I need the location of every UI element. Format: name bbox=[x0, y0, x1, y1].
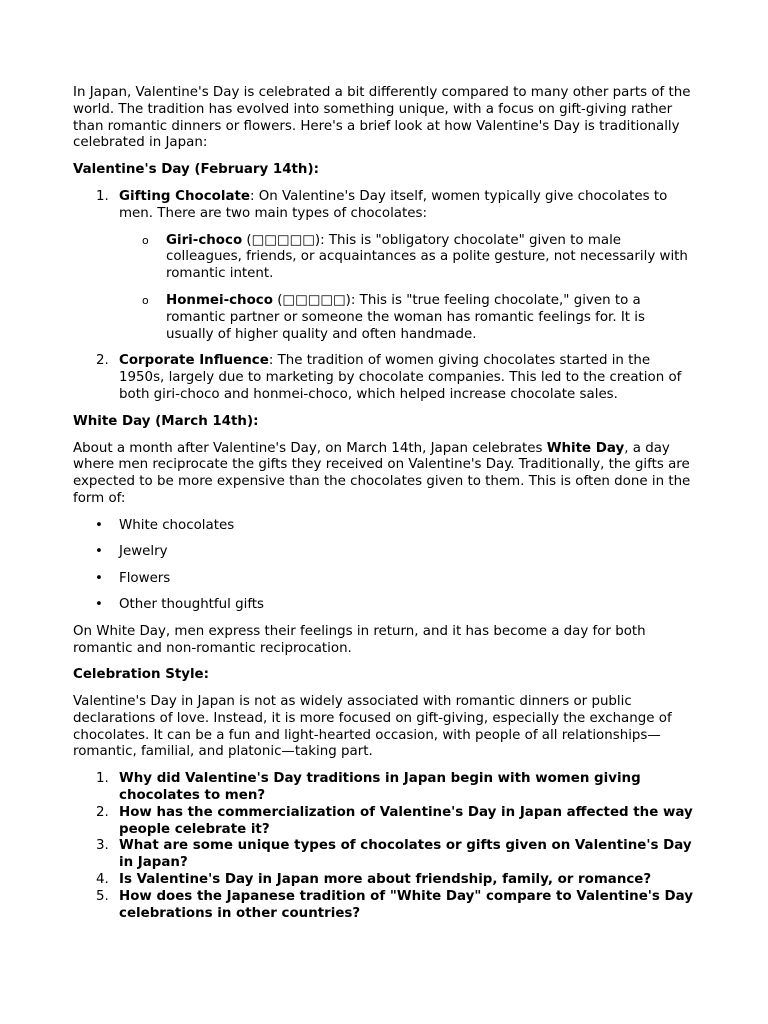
item-text: Other thoughtful gifts bbox=[119, 596, 265, 612]
item-text: Jewelry bbox=[119, 544, 168, 560]
list-number: 1. bbox=[96, 771, 109, 787]
item-title: Giri-choco bbox=[166, 232, 243, 248]
list-number: 4. bbox=[96, 872, 109, 888]
item-text: : The tradition of women giving chocolates started in the 1950s, largely due to marketing by chocolate companies. This led to the creation of both giri-choco and honmei-choco, which helped increase chocolate sales. bbox=[119, 353, 682, 402]
para-bold-text: White Day bbox=[546, 440, 625, 456]
list-item bbox=[73, 805, 696, 839]
item-title: Gifting Chocolate bbox=[119, 188, 250, 204]
item-text: : On Valentine's Day itself, women typically give chocolates to men. There are two main types of chocolates: bbox=[119, 188, 668, 221]
question-text: How does the Japanese tradition of "White Day" compare to Valentine's Day celebrations in other countries? bbox=[119, 888, 693, 921]
circle-bullet-icon: o bbox=[142, 233, 149, 247]
list-number: 5. bbox=[96, 888, 109, 904]
celebration-heading: Celebration Style: bbox=[73, 667, 209, 683]
question-text: Is Valentine's Day in Japan more about friendship, family, or romance? bbox=[119, 872, 652, 888]
list-number: 2. bbox=[96, 353, 109, 369]
gifts-list bbox=[73, 518, 696, 614]
item-text: (□□□□□): This is "true feeling chocolate," given to a romantic partner or someone the woman has romantic feelings for. It is usually of higher quality and often handmade. bbox=[166, 292, 645, 342]
circle-bullet-icon: o bbox=[142, 293, 149, 307]
para-text: About a month after Valentine's Day, on March 14th, Japan celebrates bbox=[73, 440, 547, 456]
list-item bbox=[73, 889, 696, 923]
question-text: Why did Valentine's Day traditions in Japan begin with women giving chocolates to men? bbox=[119, 771, 641, 804]
question-text: How has the commercialization of Valentine's Day in Japan affected the way people celebrate it? bbox=[119, 804, 693, 837]
chocolate-types-list bbox=[119, 233, 696, 344]
intro-paragraph: In Japan, Valentine's Day is celebrated a bit differently compared to many other parts of the world. The tradition has evolved into something unique, with a focus on gift-giving rather than romantic dinners or flowers. Here's a brief look at how Valentine's Day is traditionally celebrated in Japan: bbox=[73, 85, 691, 151]
list-item bbox=[119, 233, 696, 283]
list-item bbox=[73, 771, 696, 805]
white-day-paragraph bbox=[73, 441, 696, 508]
list-number: 2. bbox=[96, 804, 109, 820]
item-title: Honmei-choco bbox=[166, 292, 273, 308]
questions-list bbox=[73, 771, 696, 922]
list-item bbox=[73, 838, 696, 872]
list-item bbox=[73, 353, 696, 403]
white-day-heading: White Day (March 14th): bbox=[73, 413, 259, 429]
list-number: 3. bbox=[96, 838, 109, 854]
item-text: Flowers bbox=[119, 570, 171, 586]
list-item bbox=[73, 571, 696, 588]
white-day-closing: On White Day, men express their feelings in return, and it has become a day for both romantic and non-romantic reciprocation. bbox=[73, 623, 646, 656]
para-text: , a day where men reciprocate the gifts they received on Valentine's Day. Traditionally, the gifts are expected to be more expensive than the chocolates given to them. This is often done in the form of: bbox=[73, 440, 691, 506]
list-number: 1. bbox=[96, 188, 109, 204]
item-text: White chocolates bbox=[119, 517, 235, 533]
list-item bbox=[73, 518, 696, 535]
list-item bbox=[73, 544, 696, 561]
bullet-icon: • bbox=[95, 544, 103, 560]
item-title: Corporate Influence bbox=[119, 353, 269, 369]
list-item bbox=[119, 293, 696, 343]
list-item bbox=[73, 597, 696, 614]
valentine-list bbox=[73, 189, 696, 404]
bullet-icon: • bbox=[95, 517, 103, 533]
bullet-icon: • bbox=[95, 570, 103, 586]
item-text: (□□□□□): This is "obligatory chocolate" given to male colleagues, friends, or acquaintances as a polite gesture, not necessarily with romantic intent. bbox=[166, 232, 688, 282]
bullet-icon: • bbox=[95, 596, 103, 612]
valentine-heading: Valentine's Day (February 14th): bbox=[73, 162, 319, 178]
celebration-paragraph: Valentine's Day in Japan is not as widely associated with romantic dinners or public declarations of love. Instead, it is more focused on gift-giving, especially the exchange of chocolates. It can be a fun and light-hearted occasion, with people of all relationships—romantic, familial, and platonic—taking part. bbox=[73, 694, 672, 760]
list-item bbox=[73, 189, 696, 343]
list-item bbox=[73, 872, 696, 889]
question-text: What are some unique types of chocolates or gifts given on Valentine's Day in Japan? bbox=[119, 838, 692, 871]
